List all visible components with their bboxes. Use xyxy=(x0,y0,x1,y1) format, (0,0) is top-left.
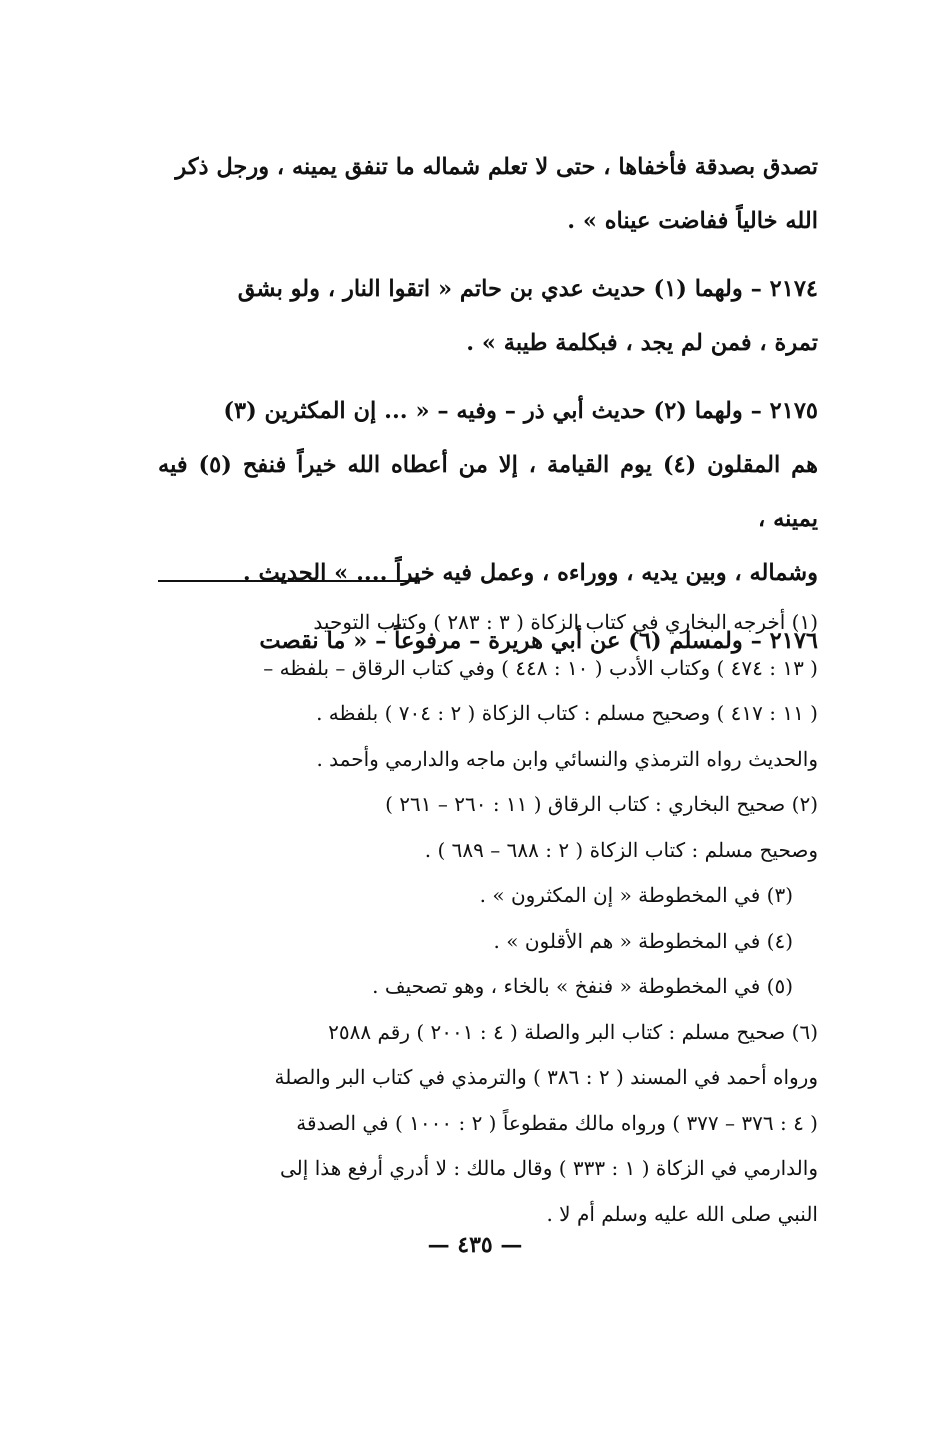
footnote-line: ( ١٣ : ٤٧٤ ) وكتاب الأدب ( ١٠ : ٤٤٨ ) وفي كتاب الرقاق – بلفظه – xyxy=(263,655,818,680)
text-line: تصدق بصدقة فأخفاها ، حتى لا تعلم شماله ما تنفق يمينه ، ورجل ذكر xyxy=(175,154,818,180)
footnotes xyxy=(158,600,818,1237)
text-line: الله خالياً ففاضت عيناه » . xyxy=(567,208,818,234)
footnote-line: ورواه أحمد في المسند ( ٢ : ٣٨٦ ) والترمذي في كتاب البر والصلة xyxy=(274,1065,818,1089)
footnote-3: (٣) في المخطوطة « إن المكثرون » . xyxy=(479,883,793,907)
text-line: تمرة ، فمن لم يجد ، فبكلمة طيبة » . xyxy=(466,330,818,356)
footnote-line: والحديث رواه الترمذي والنسائي وابن ماجه والدارمي وأحمد . xyxy=(316,746,818,771)
footnote-line: ( ٤ : ٣٧٦ – ٣٧٧ ) ورواه مالك مقطوعاً ( ٢ : ١٠٠٠ ) في الصدقة xyxy=(296,1110,818,1135)
text-line: هم المقلون (٤) يوم القيامة ، إلا من أعطاه الله خيراً فنفح (٥) فيه يمينه ، xyxy=(158,452,818,532)
page-number: — ٤٣٥ — xyxy=(427,1232,523,1258)
footnote-line: ( ١١ : ٤١٧ ) وصحيح مسلم : كتاب الزكاة ( ٢ : ٧٠٤ ) بلفظه . xyxy=(316,701,818,725)
footnote-5: (٥) في المخطوطة « فنفخ » بالخاء ، وهو تصحيف . xyxy=(372,974,793,998)
footnote-4: (٤) في المخطوطة « هم الأقلون » . xyxy=(493,928,793,953)
footnote-1: (١) أخرجه البخاري في كتاب الزكاة ( ٣ : ٢٨٣ ) وكتاب التوحيد xyxy=(313,610,818,634)
hadith-2176-line: ٢١٧٦ – ولمسلم (٦) عن أبي هريرة – مرفوعاً – « ما نقصت xyxy=(259,628,818,654)
footnote-line: وصحيح مسلم : كتاب الزكاة ( ٢ : ٦٨٨ – ٦٨٩ ) . xyxy=(424,837,818,862)
hadith-2174-line: ٢١٧٤ – ولهما (١) حديث عدي بن حاتم « اتقوا النار ، ولو بشق xyxy=(237,276,818,302)
footnote-2: (٢) صحيح البخاري : كتاب الرقاق ( ١١ : ٢٦٠ – ٢٦١ ) xyxy=(385,792,818,816)
text-line: وشماله ، وبين يديه ، ووراءه ، وعمل فيه خيراً .... » الحديث . xyxy=(242,560,818,586)
footnote-separator xyxy=(158,580,420,582)
main-text xyxy=(158,140,818,668)
footnote-6: (٦) صحيح مسلم : كتاب البر والصلة ( ٤ : ٢٠٠١ ) رقم ٢٥٨٨ xyxy=(328,1019,818,1044)
footnote-line: النبي صلى الله عليه وسلم أم لا . xyxy=(546,1201,818,1226)
hadith-2175-line: ٢١٧٥ – ولهما (٢) حديث أبي ذر – وفيه – « ... إن المكثرين (٣) xyxy=(223,398,818,424)
footnote-line: والدارمي في الزكاة ( ١ : ٣٣٣ ) وقال مالك : لا أدري أرفع هذا إلى xyxy=(280,1156,818,1180)
